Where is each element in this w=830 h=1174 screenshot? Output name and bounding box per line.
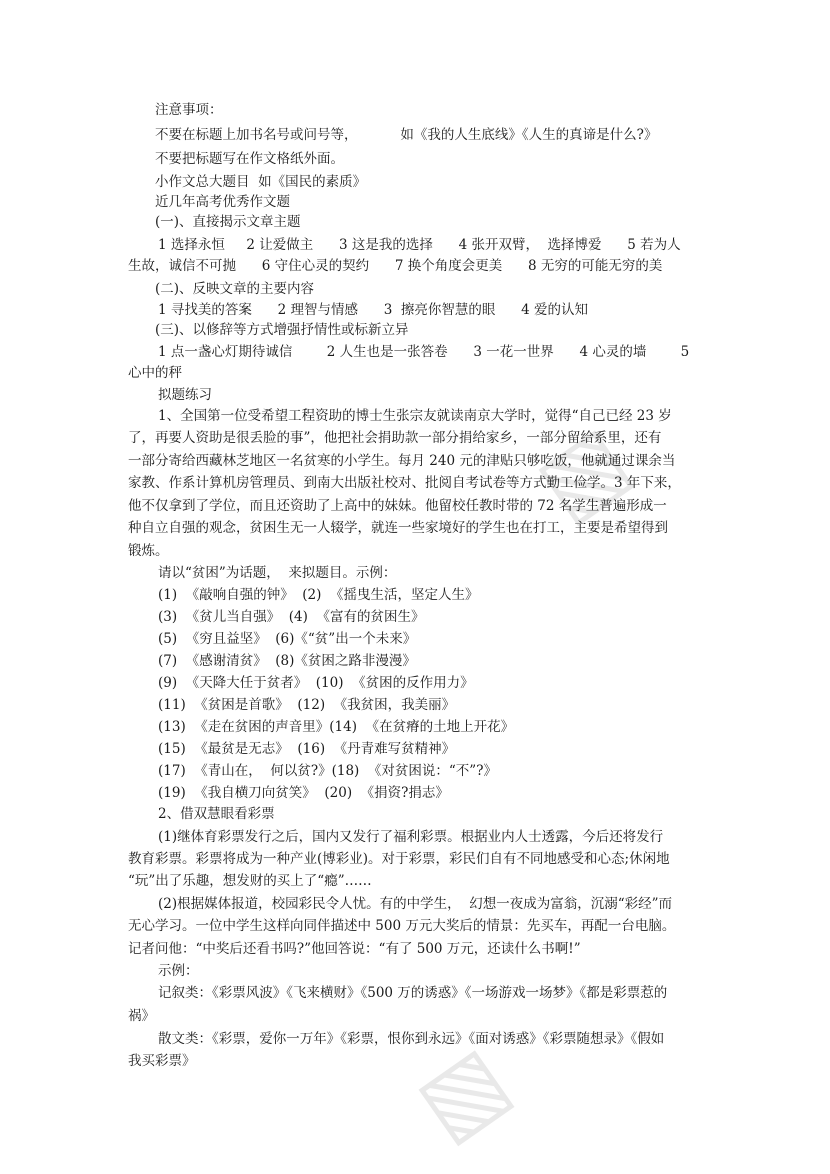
paragraph-line: 种自立自强的观念，贫困生无一人辍学，就连一些家境好的学生也在打工，主要是希望得到 (128, 520, 668, 536)
section-heading: (二)、反映文章的主要内容 (155, 281, 315, 297)
list-item: (13) 《走在贫困的声音里》(14) 《在贫瘠的土地上开花》 (158, 719, 515, 735)
paragraph-line: (1)继体育彩票发行之后，国内又发行了福利彩票。根据业内人士透露，今后还将发行 (158, 829, 664, 845)
section-heading: 2、借双慧眼看彩票 (158, 806, 275, 822)
text-line: 记叙类：《彩票风波》《飞来横财》《500 万的诱惑》《一场游戏一场梦》《都是彩票惹的 (158, 985, 668, 1001)
text-line: 不要在标题上加书名号或问号等， 如《我的人生底线》《人生的真谛是什么?》 (155, 127, 658, 143)
paragraph-line: 他不仅拿到了学位，而且还资助了上高中的妹妹。他留校任教时带的 72 名学生普遍形成一 (128, 498, 667, 514)
watermark-shape: ▧ (517, 405, 648, 540)
text-line: 注意事项： (155, 102, 223, 118)
paragraph-line: (2)根据媒体报道，校园彩民令人忧。有的中学生， 幻想一夜成为富翁，沉溺“彩经”而 (158, 896, 673, 912)
text-line: 小作文总大题目 如《国民的素质》 (155, 174, 367, 190)
text-line: 1 寻找美的答案 2 理智与情感 3 擦亮你智慧的眼 4 爱的认知 (158, 302, 589, 318)
text-line: 1 点一盏心灯期待诚信 2 人生也是一张答卷 3 一花一世界 4 心灵的墙 5 (158, 344, 690, 360)
text-line: 生故，诚信不可抛 6 守住心灵的契约 7 换个角度会更美 8 无穷的可能无穷的美 (128, 258, 663, 274)
text-line: 不要把标题写在作文格纸外面。 (155, 151, 344, 167)
section-heading: (一)、直接揭示文章主题 (155, 214, 301, 230)
text-line: 心中的秤 (128, 365, 182, 381)
list-item: (7) 《感谢清贫》 (8)《贫困之路非漫漫》 (158, 653, 416, 669)
paragraph-line: 教育彩票。彩票将成为一种产业(博彩业)。对于彩票，彩民们自有不同地感受和心态;休闲地 (128, 851, 670, 867)
paragraph-line: 记者问他：“中奖后还看书吗?”他回答说：“有了 500 万元，还读什么书啊!” (128, 941, 581, 957)
text-line: 1 选择永恒 2 让爱做主 3 这是我的选择 4 张开双臂， 选择博爱 5 若为人 (158, 237, 681, 253)
text-line: 我买彩票》 (128, 1053, 196, 1069)
section-heading: (三)、以修辞等方式增强抒情性或标新立异 (155, 322, 409, 338)
paragraph-line: 了，再要人资助是很丢脸的事”，他把社会捐助款一部分捐给家乡，一部分留给系里，还有 (128, 430, 662, 446)
text-line: 示例： (158, 963, 199, 979)
list-item: (5) 《穷且益坚》 (6)《“贫”出一个未来》 (158, 631, 417, 647)
list-item: (19) 《我自横刀向贫笑》 (20) 《捐资?捐志》 (158, 785, 449, 801)
list-item: (3) 《贫儿当自强》 (4) 《富有的贫困生》 (158, 609, 425, 625)
paragraph-line: 一部分寄给西藏林芝地区一名贫寒的小学生。每月 240 元的津贴只够吃饭，他就通过课余当 (128, 453, 676, 469)
text-line: 祸》 (128, 1008, 155, 1024)
list-item: (11) 《贫困是首歌》 (12) 《我贫困，我美丽》 (158, 697, 456, 713)
paragraph-line: 锻炼。 (128, 543, 169, 559)
watermark-shape: ▧ (397, 1025, 528, 1160)
list-item: (17) 《青山在， 何以贫?》(18) 《对贫困说：“不”?》 (158, 763, 497, 779)
list-item: (9) 《天降大任于贫者》 (10) 《贫困的反作用力》 (158, 675, 474, 691)
list-item: (15) 《最贫是无志》 (16) 《丹青难写贫精神》 (158, 741, 456, 757)
text-line: 请以“贫困”为话题， 来拟题目。示例： (158, 565, 397, 581)
paragraph-line: 家教、作系计算机房管理员、到南大出版社校对、批阅自考试卷等方式勤工俭学。3 年下来， (128, 475, 681, 491)
paragraph-line: “玩”出了乐趣，想发财的买上了“瘾”…… (128, 873, 372, 889)
list-item: (1) 《敲响自强的钟》 (2) 《摇曳生活，坚定人生》 (158, 587, 479, 603)
section-heading: 拟题练习 (158, 387, 212, 403)
text-line: 散文类：《彩票，爱你一万年》《彩票，恨你到永远》《面对诱惑》《彩票随想录》《假如 (158, 1031, 665, 1047)
text-line: 近几年高考优秀作文题 (155, 194, 290, 210)
paragraph-line: 无心学习。一位中学生这样向同伴描述中 500 万元大奖后的情景：先买车，再配一台电脑。 (128, 918, 676, 934)
paragraph-line: 1、全国第一位受希望工程资助的博士生张宗友就读南京大学时，觉得“自己已经 23 岁 (158, 408, 672, 424)
